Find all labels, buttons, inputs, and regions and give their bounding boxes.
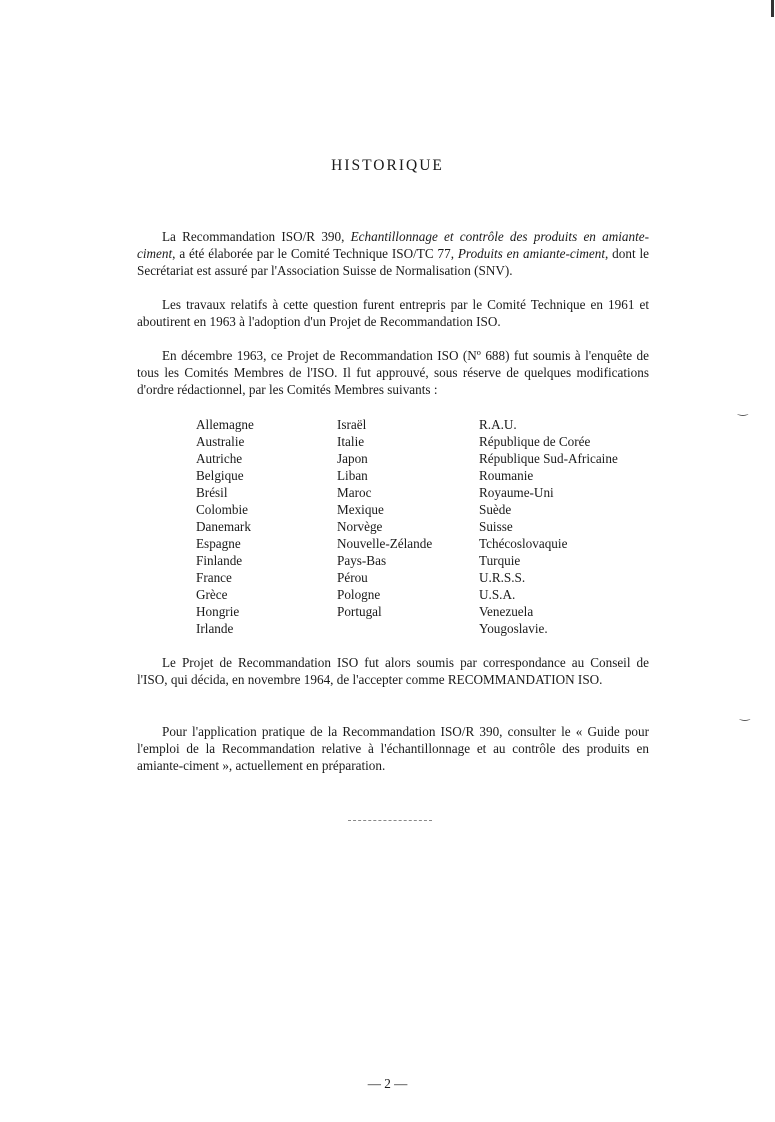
member-body-item: Suisse <box>479 519 513 534</box>
member-body-item: Colombie <box>196 502 249 517</box>
member-body-item: Pérou <box>337 570 368 585</box>
member-body-item: Mexique <box>337 502 384 517</box>
member-body-item: Italie <box>337 434 365 449</box>
member-body-item: Irlande <box>196 621 234 636</box>
member-body-item: Royaume-Uni <box>479 485 554 500</box>
member-body-item: Norvège <box>337 519 383 534</box>
member-body-item: Autriche <box>196 451 243 466</box>
section-divider <box>348 820 432 821</box>
page-number: — 2 — <box>367 1076 408 1091</box>
member-body-item: Portugal <box>337 604 382 619</box>
margin-mark: ‿ <box>738 402 748 416</box>
member-body-item: Australie <box>196 434 245 449</box>
paragraph-inquiry: En décembre 1963, ce Projet de Recommandation ISO (Nº 688) fut soumis à l'enquête de tous les Comités Membres de l'ISO. Il fut approuvé, sous réserve de quelques modifications d'ordre rédactionnel, par les Comités Membres suivants : <box>137 348 649 397</box>
paragraph-work: Les travaux relatifs à cette question furent entrepris par le Comité Technique en 1961 et aboutirent en 1963 à l'adoption d'un Projet de Recommandation ISO. <box>137 297 649 329</box>
member-body-item: France <box>196 570 232 585</box>
recommendation-title: Echantillonnage et contrôle des produits en amiante-ciment <box>137 229 649 261</box>
member-body-item: République de Corée <box>479 434 591 449</box>
member-body-item: Venezuela <box>479 604 534 619</box>
member-body-item: Belgique <box>196 468 244 483</box>
member-body-item: Pays-Bas <box>337 553 387 568</box>
member-body-item: Turquie <box>479 553 521 568</box>
member-body-item: Pologne <box>337 587 381 602</box>
member-body-item: Espagne <box>196 536 241 551</box>
member-body-item: Danemark <box>196 519 251 534</box>
committee-title: Produits en amiante-ciment <box>457 246 606 261</box>
member-body-item: Hongrie <box>196 604 240 619</box>
member-body-item: Yougoslavie. <box>479 621 548 636</box>
member-body-item: Roumanie <box>479 468 534 483</box>
member-bodies-column <box>479 416 649 637</box>
margin-mark: ‿ <box>740 707 750 721</box>
member-body-item: Allemagne <box>196 417 254 432</box>
member-body-item: R.A.U. <box>479 417 517 432</box>
paragraph-council: Le Projet de Recommandation ISO fut alors soumis par correspondance au Conseil de l'ISO, qui décida, en novembre 1964, de l'accepter comme RECOMMANDATION ISO. <box>137 655 649 687</box>
member-body-item: Nouvelle-Zélande <box>337 536 433 551</box>
member-body-item: République Sud-Africaine <box>479 451 618 466</box>
paragraph-guide: Pour l'application pratique de la Recommandation ISO/R 390, consulter le « Guide pour l'emploi de la Recommandation relative à l'échantillonnage et au contrôle des produits en amiante-ciment », actuellement en préparation. <box>137 724 649 773</box>
member-body-item: Finlande <box>196 553 243 568</box>
page-title: HISTORIQUE <box>331 157 444 174</box>
member-body-item: Tchécoslovaquie <box>479 536 568 551</box>
member-body-item: U.R.S.S. <box>479 570 526 585</box>
member-body-item: U.S.A. <box>479 587 516 602</box>
member-body-item: Grèce <box>196 587 228 602</box>
member-body-item: Maroc <box>337 485 372 500</box>
member-body-item: Brésil <box>196 485 228 500</box>
member-body-item: Liban <box>337 468 368 483</box>
member-body-item: Israël <box>337 417 367 432</box>
member-body-item: Suède <box>479 502 512 517</box>
scan-edge-mark <box>771 0 774 17</box>
paragraph-intro: La Recommandation ISO/R 390, Echantillonnage et contrôle des produits en amiante-ciment, a été élaborée par le Comité Technique ISO/TC 77, Produits en amiante-ciment, dont le Secrétariat est assuré par l'Association Suisse de Normalisation (SNV). <box>137 229 649 278</box>
member-body-item: Japon <box>337 451 368 466</box>
